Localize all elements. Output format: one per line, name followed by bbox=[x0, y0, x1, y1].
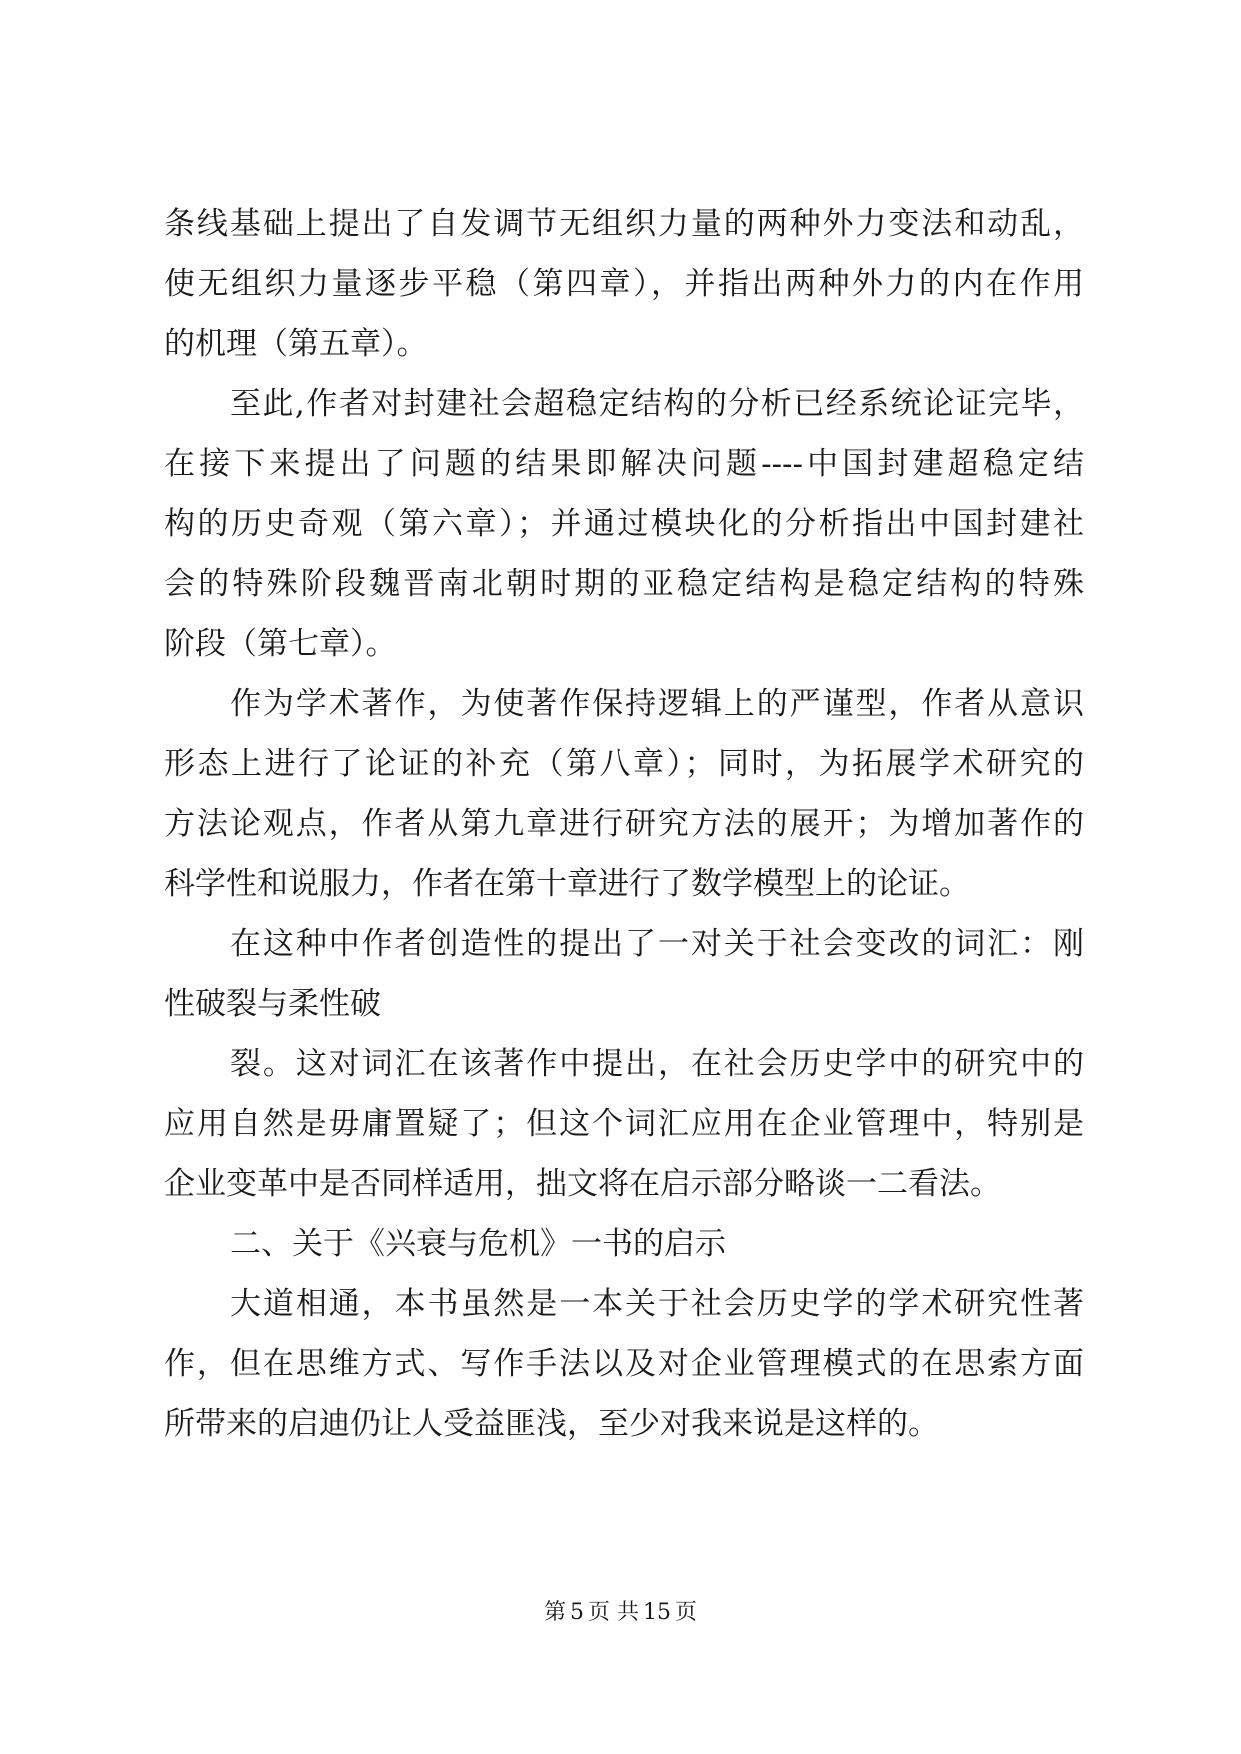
page-footer bbox=[0, 1598, 1241, 1628]
text-line: 企业变革中是否同样适用，拙文将在启示部分略谈一二看法。 bbox=[164, 1166, 1001, 1202]
text-line: 方法论观点，作者从第九章进行研究方法的展开；为增加著作的 bbox=[164, 806, 1084, 842]
text-line: 作为学术著作，为使著作保持逻辑上的严谨型，作者从意识 bbox=[230, 686, 1084, 722]
text-line: 阶段（第七章）。 bbox=[164, 626, 397, 662]
footer-mid: 页 共 bbox=[588, 1600, 639, 1625]
text-line: 在接下来提出了问题的结果即解决问题----中国封建超稳定结 bbox=[164, 446, 1084, 482]
text-line: 形态上进行了论证的补充（第八章）；同时，为拓展学术研究的 bbox=[164, 746, 1084, 782]
document-body bbox=[164, 194, 1084, 1454]
footer-prefix: 第 bbox=[543, 1600, 566, 1625]
text-line: 的机理（第五章）。 bbox=[164, 326, 428, 362]
text-line: 至此,作者对封建社会超稳定结构的分析已经系统论证完毕， bbox=[230, 386, 1084, 422]
text-line: 二、关于《兴衰与危机》一书的启示 bbox=[230, 1226, 726, 1262]
text-line: 所带来的启迪仍让人受益匪浅，至少对我来说是这样的。 bbox=[164, 1406, 939, 1442]
text-line: 裂。这对词汇在该著作中提出，在社会历史学中的研究中的 bbox=[230, 1046, 1084, 1082]
text-line: 应用自然是毋庸置疑了；但这个词汇应用在企业管理中，特别是 bbox=[164, 1106, 1084, 1142]
text-line: 作，但在思维方式、写作手法以及对企业管理模式的在思索方面 bbox=[164, 1346, 1084, 1382]
text-line: 会的特殊阶段魏晋南北朝时期的亚稳定结构是稳定结构的特殊 bbox=[164, 566, 1084, 602]
text-line: 条线基础上提出了自发调节无组织力量的两种外力变法和动乱， bbox=[164, 206, 1084, 242]
text-line: 构的历史奇观（第六章）；并通过模块化的分析指出中国封建社 bbox=[164, 506, 1084, 542]
text-line: 使无组织力量逐步平稳（第四章），并指出两种外力的内在作用 bbox=[164, 266, 1084, 302]
text-line: 大道相通，本书虽然是一本关于社会历史学的学术研究性著 bbox=[230, 1286, 1084, 1322]
text-line: 科学性和说服力，作者在第十章进行了数学模型上的论证。 bbox=[164, 866, 970, 902]
text-line: 在这种中作者创造性的提出了一对关于社会变改的词汇：刚 bbox=[230, 926, 1084, 962]
footer-total-pages: 15 bbox=[643, 1600, 671, 1625]
footer-page-number: 5 bbox=[570, 1600, 584, 1625]
text-line: 性破裂与柔性破 bbox=[164, 986, 381, 1022]
footer-suffix: 页 bbox=[675, 1600, 698, 1625]
